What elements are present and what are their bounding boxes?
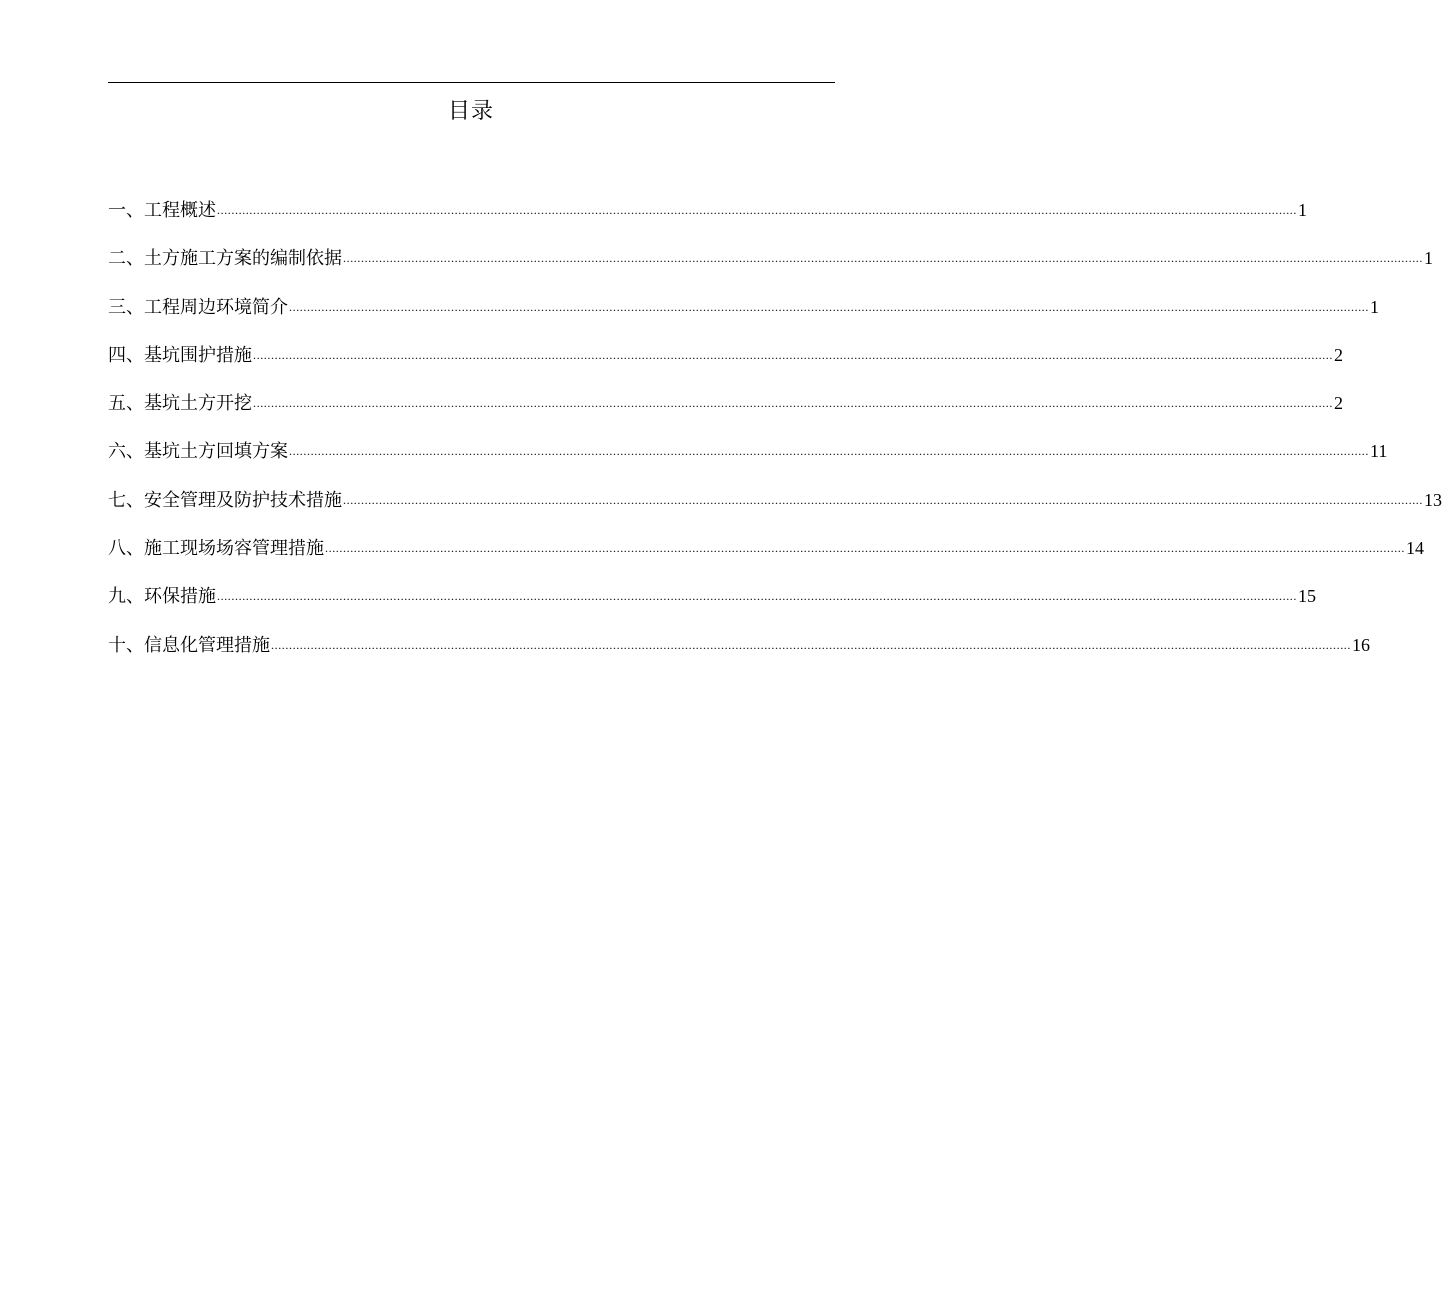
dot-leader: ............................................................................................................................................................................................................................................................................................................: [343, 251, 1423, 266]
dot-leader: ............................................................................................................................................................................................................................................................................................................: [217, 589, 1297, 604]
dot-leader: ............................................................................................................................................................................................................................................................................................................: [325, 541, 1405, 556]
toc-entry-page: 2: [1334, 344, 1343, 365]
toc-entry[interactable]: [108, 436, 1388, 484]
toc-entry[interactable]: [108, 630, 1370, 678]
toc-entry[interactable]: [108, 581, 1316, 629]
toc-entry-label: 三、工程周边环境简介: [108, 296, 288, 318]
toc-entry-page: 1: [1298, 200, 1307, 220]
toc-entry-label: 七、安全管理及防护技术措施: [108, 489, 342, 511]
toc-entry-page: 2: [1334, 393, 1343, 414]
dot-leader: ............................................................................................................................................................................................................................................................................................................: [253, 347, 1333, 362]
toc-entry[interactable]: [108, 292, 1379, 340]
toc-entry-label: 四、基坑围护措施: [108, 344, 252, 366]
header-rule: [108, 82, 835, 83]
toc-entry[interactable]: [108, 533, 1424, 581]
toc-entry-label: 八、施工现场场容管理措施: [108, 538, 324, 560]
toc-entry-page: 11: [1370, 441, 1388, 462]
table-of-contents: [108, 195, 1442, 678]
toc-entry-page: 1: [1370, 296, 1379, 317]
toc-entry[interactable]: [108, 485, 1442, 533]
toc-entry-label: 六、基坑土方回填方案: [108, 441, 288, 463]
dot-leader: ............................................................................................................................................................................................................................................................................................................: [289, 444, 1369, 459]
toc-entry-label: 五、基坑土方开挖: [108, 393, 252, 415]
toc-entry[interactable]: [108, 388, 1343, 436]
toc-entry[interactable]: [108, 340, 1343, 388]
toc-entry-label: 十、信息化管理措施: [108, 634, 270, 656]
toc-entry[interactable]: [108, 243, 1433, 291]
toc-entry-page: 13: [1424, 489, 1442, 510]
toc-entry-page: 16: [1352, 634, 1370, 655]
toc-entry-page: 15: [1298, 586, 1316, 607]
toc-entry-label: 二、土方施工方案的编制依据: [108, 248, 342, 270]
toc-entry[interactable]: [108, 195, 1307, 243]
dot-leader: ............................................................................................................................................................................................................................................................................................................: [271, 637, 1351, 652]
dot-leader: ............................................................................................................................................................................................................................................................................................................: [253, 396, 1333, 411]
dot-leader: ............................................................................................................................................................................................................................................................................................................: [343, 492, 1423, 507]
page-title: 目录: [447, 99, 494, 124]
toc-entry-page: 14: [1406, 538, 1424, 559]
toc-entry-page: 1: [1424, 248, 1433, 269]
toc-entry-label: 九、环保措施: [108, 586, 216, 608]
toc-entry-label: 一、工程概述: [108, 200, 216, 221]
dot-leader: ............................................................................................................................................................................................................................................................................................................: [217, 203, 1297, 217]
dot-leader: ............................................................................................................................................................................................................................................................................................................: [289, 299, 1369, 314]
